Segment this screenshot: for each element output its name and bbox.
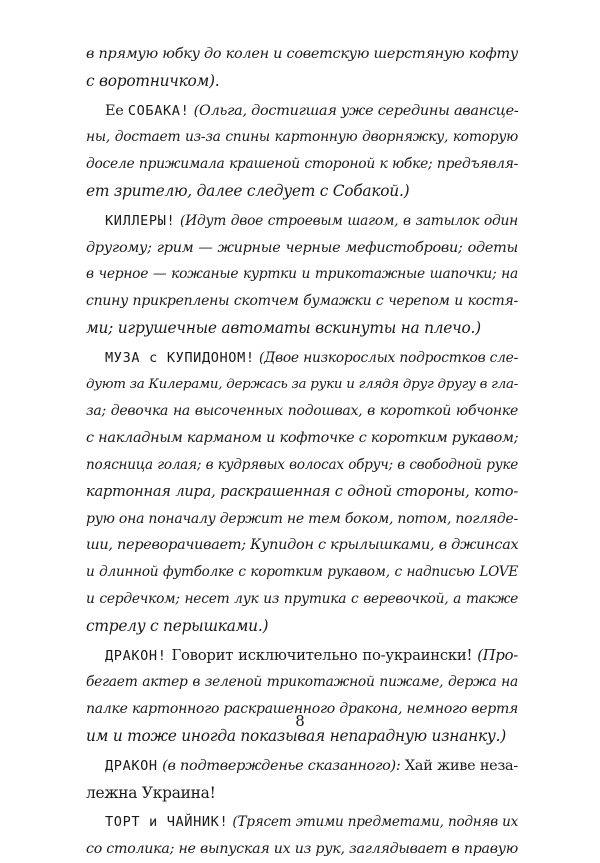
text-line: с воротничком).: [86, 71, 220, 90]
character-name: ДРАКОН: [105, 757, 158, 774]
text-line: и сердечком; несет лук из прутика с веревочкой, а также: [86, 590, 518, 607]
text-line: [86, 643, 518, 670]
text-line: доселе прижимала крашеной стороной к юбке; предъявля-: [86, 156, 518, 173]
text-line: [86, 753, 518, 780]
stage-direction: (Трясет этими предметами, подняв их: [228, 814, 518, 831]
text-line: лежна Украина!: [86, 783, 216, 802]
text-line: [86, 345, 518, 372]
text-line: ми; игрушечные автоматы вскинуты на плечо.): [86, 318, 481, 337]
text-line: [86, 809, 518, 836]
character-name: ДРАКОН!: [105, 647, 167, 664]
text-line: за; девочка на высоченных подошвах, в короткой юбчонке: [86, 403, 518, 420]
character-name: СОБАКА!: [127, 102, 190, 119]
text-line: в прямую юбку до колен и советскую шерстяную кофту: [86, 46, 518, 62]
character-name: МУЗА с КУПИДОНОМ!: [105, 349, 255, 366]
text-line: поясница голая; в кудрявых волосах обруч; в свободной руке: [86, 456, 518, 473]
text-line: со столика; не выпуская их из рук, заглядывает в правую: [86, 841, 518, 858]
text-line: в черное — кожаные куртки и трикотажные шапочки; на: [86, 266, 518, 283]
page-text: [86, 41, 518, 863]
text-line: [86, 208, 518, 235]
text-line: ши, переворачивает; Купидон с крылышками, в джинсах: [86, 537, 519, 554]
text-line: [86, 98, 518, 125]
text-line: другому; грим — жирные черные мефистоброви; одеты: [86, 239, 518, 256]
text-line: рую она поначалу держит не тем боком, потом, погляде-: [86, 510, 518, 527]
text-line: с накладным карманом и кофточке с коротким рукавом;: [86, 430, 519, 447]
text-line: стрелу с перышками.): [86, 616, 269, 635]
text-line: ет зрителю, далее следует с Собакой.): [86, 181, 410, 200]
text-line: ны, достает из-за спины картонную дворняжку, которую: [86, 129, 518, 146]
page-number: 8: [295, 712, 305, 730]
stage-direction: (Ольга, достигшая уже середины авансце-: [189, 102, 519, 119]
character-name: ТОРТ и ЧАЙНИК!: [105, 814, 229, 831]
text-line: бегает актер в зеленой трикотажной пижаме, держа на: [86, 674, 518, 691]
text-line: палке картонного раскрашенного дракона, немного вертя: [86, 701, 518, 718]
text-line: им и тоже иногда показывая непарадную изнанку.): [86, 726, 506, 745]
text-line: картонная лира, раскрашенная с одной стороны, кото-: [86, 482, 518, 500]
text-line: и длинной футболке с коротким рукавом, с надписью LOVE: [86, 564, 518, 581]
stage-direction: (Идут двое строевым шагом, в затылок один: [175, 212, 518, 229]
text-line: спину прикреплены скотчем бумажки с черепом и костя-: [86, 293, 518, 310]
character-name: КИЛЛЕРЫ!: [105, 212, 176, 229]
text-line: дуют за Килерами, держась за руки и глядя друг другу в гла-: [86, 376, 518, 392]
spoken-line: Говорит исключительно по-украински!: [166, 646, 473, 664]
spoken-line: Хай живе неза-: [400, 757, 518, 774]
stage-direction: (Двое низкорослых подростков сле-: [254, 349, 518, 366]
stage-direction: (в подтвержденье сказанного):: [157, 757, 401, 774]
character-prefix: Ее: [105, 102, 124, 119]
stage-direction: (Про-: [472, 646, 518, 664]
